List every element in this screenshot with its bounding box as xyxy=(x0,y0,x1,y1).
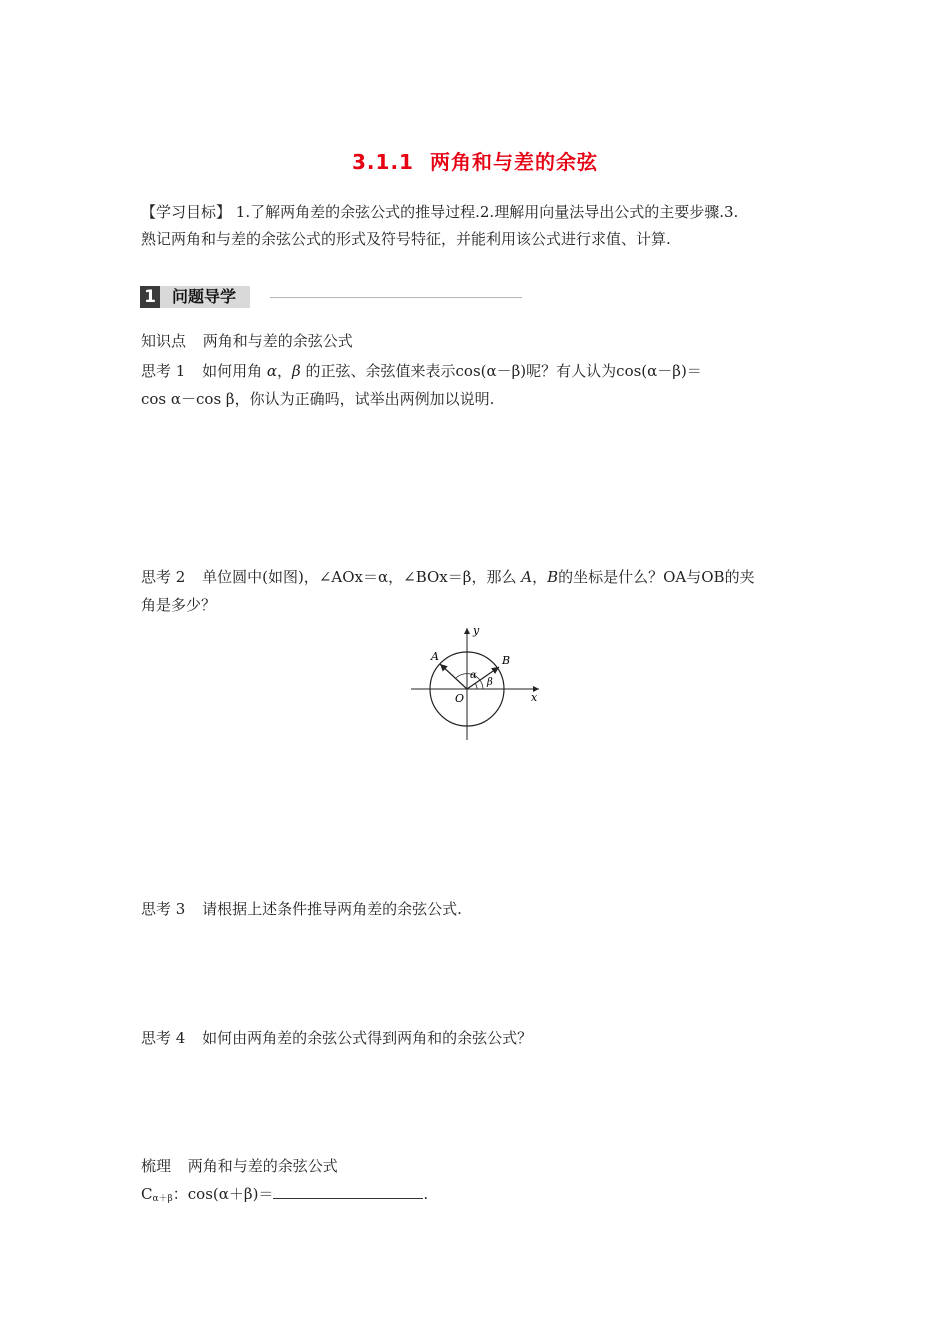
knowledge-point-label: 知识点 xyxy=(141,332,187,350)
objectives-line-2: 熟记两角和与差的余弦公式的形式及符号特征，并能利用该公式进行求值、计算. xyxy=(141,230,671,248)
think2-text-3: 的坐标是什么？OA与OB的夹 xyxy=(558,568,755,586)
think2-sep: ， xyxy=(388,568,404,586)
think1-comma: ， xyxy=(277,362,293,380)
think2-line-2: 角是多少？ xyxy=(141,596,217,614)
think2-line-1: 思考 2 单位圆中(如图)，∠AOx＝α，∠BOx＝β，那么 A，B的坐标是什么？OA与OB的夹 xyxy=(141,568,755,586)
think1-expr-2: cos(α－β)＝ xyxy=(616,362,702,380)
think2-angle-1: ∠AOx＝α xyxy=(318,568,389,586)
think4-label: 思考 4 xyxy=(141,1029,186,1047)
think1-text-1: 如何用角 xyxy=(202,362,263,380)
arc-beta xyxy=(475,683,477,689)
formula-colon: ： xyxy=(172,1185,188,1203)
formula-answer-blank[interactable] xyxy=(273,1184,423,1199)
think1-text-4: ，你认为正确吗，试举出两例加以说明. xyxy=(234,390,495,408)
label-o: O xyxy=(455,692,465,705)
formula-end: . xyxy=(423,1185,429,1203)
section-title: 问题导学 xyxy=(160,286,250,308)
unit-circle-figure xyxy=(405,622,550,742)
think2-point-b: B xyxy=(547,568,559,586)
think1-line-2 xyxy=(141,389,494,409)
label-alpha: α xyxy=(470,670,477,681)
think1-expr-3: cos α－cos β xyxy=(141,390,235,408)
think1-beta: β xyxy=(292,362,301,380)
objectives-text-1: 1.了解两角差的余弦公式的推导过程.2.理解用向量法导出公式的主要步骤.3. xyxy=(235,203,739,221)
think2-angle-2: ∠BOx＝β xyxy=(403,568,472,586)
knowledge-point xyxy=(141,331,353,351)
section-divider xyxy=(270,297,522,298)
formula-expr: cos(α＋β)＝ xyxy=(187,1185,274,1203)
label-a: A xyxy=(431,650,439,663)
title-text: 两角和与差的余弦 xyxy=(429,150,598,174)
think1-text-3: 呢？有人认为 xyxy=(526,362,617,380)
formula-subscript: α＋β xyxy=(152,1194,173,1204)
section-number: 1 xyxy=(140,286,160,308)
knowledge-point-text: 两角和与差的余弦公式 xyxy=(202,332,353,350)
summary-text: 两角和与差的余弦公式 xyxy=(187,1157,338,1175)
think2-point-a: A xyxy=(521,568,533,586)
think1-line-1 xyxy=(141,361,702,381)
objectives-label: 【学习目标】 xyxy=(141,203,232,221)
think4 xyxy=(141,1028,532,1048)
think4-text: 如何由两角差的余弦公式得到两角和的余弦公式？ xyxy=(202,1029,533,1047)
label-b: B xyxy=(502,654,511,667)
label-y: y xyxy=(473,624,480,637)
page-title xyxy=(0,146,950,175)
summary-label: 梳理 xyxy=(141,1157,172,1175)
think3-label: 思考 3 xyxy=(141,900,186,918)
formula-name: C xyxy=(141,1185,153,1203)
think1-alpha: α xyxy=(266,362,278,380)
objectives-line-1 xyxy=(141,202,738,222)
think2-label: 思考 2 xyxy=(141,568,186,586)
summary-formula xyxy=(141,1184,428,1209)
vector-oa xyxy=(440,664,467,689)
think3-text: 请根据上述条件推导两角差的余弦公式. xyxy=(202,900,462,918)
think1-label: 思考 1 xyxy=(141,362,186,380)
think3 xyxy=(141,899,462,919)
label-beta: β xyxy=(487,677,493,688)
think1-text-2: 的正弦、余弦值来表示 xyxy=(305,362,456,380)
label-x: x xyxy=(531,691,538,704)
think1-expr-1: cos(α－β) xyxy=(455,362,527,380)
title-number: 3.1.1 xyxy=(352,150,414,174)
think2-text-2: ，那么 xyxy=(471,568,517,586)
summary xyxy=(141,1156,338,1176)
think2-text-1: 单位圆中(如图)， xyxy=(202,568,319,586)
